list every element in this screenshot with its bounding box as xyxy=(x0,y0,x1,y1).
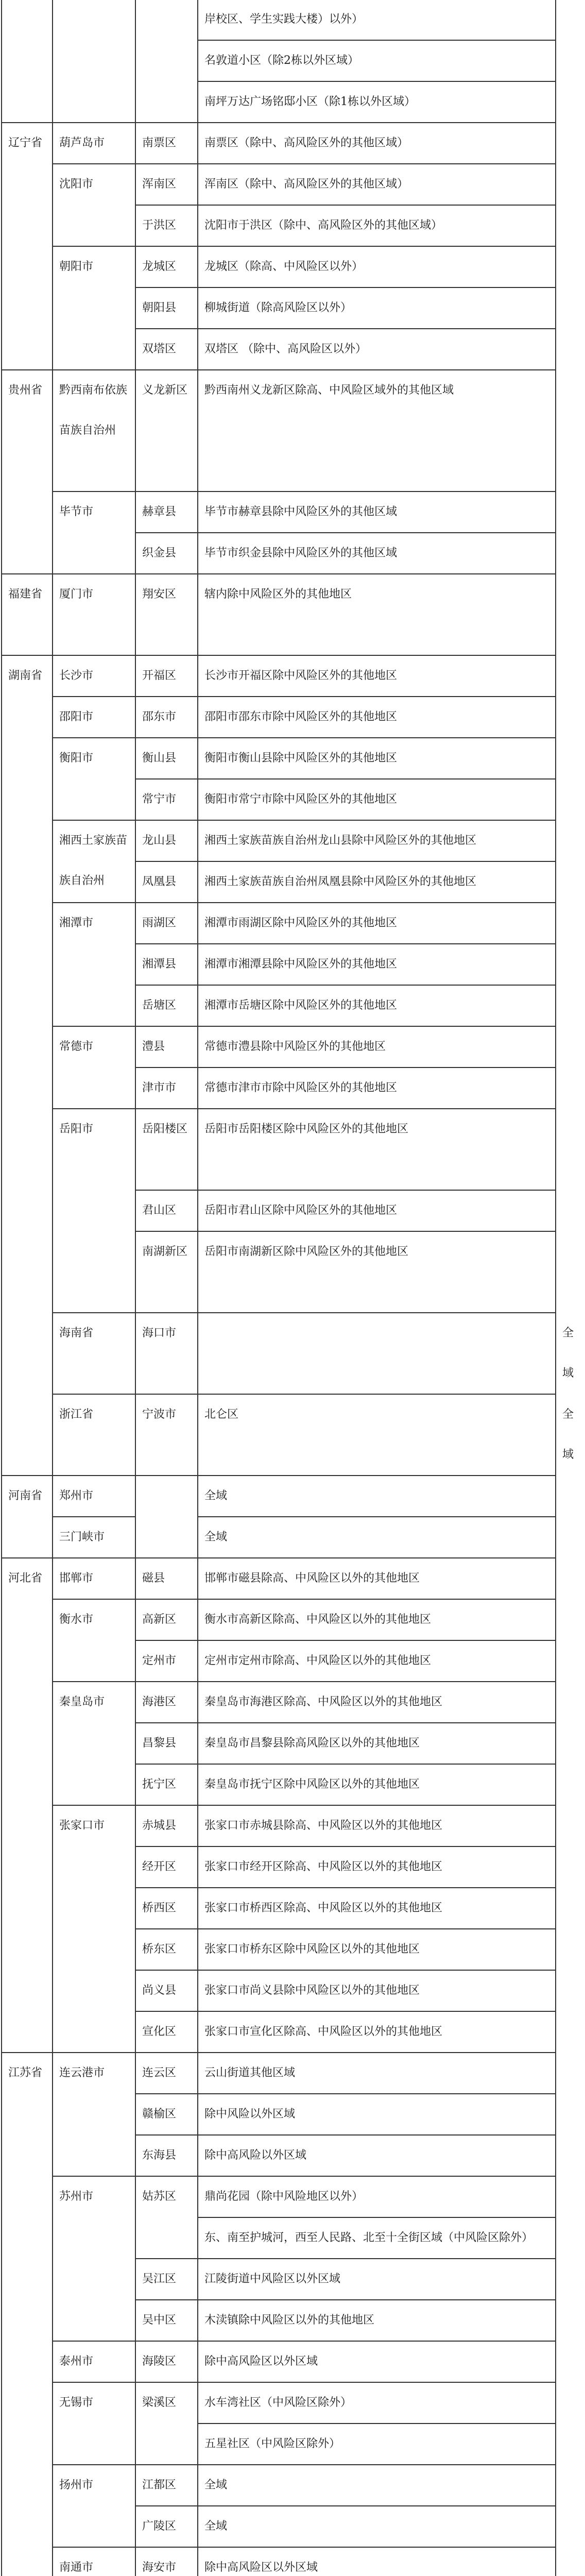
table-row xyxy=(2,370,556,492)
city-cell: 苏州市 xyxy=(53,2176,135,2341)
area-cell: 衡阳市常宁市除中风险区外的其他地区 xyxy=(198,779,556,820)
table-row xyxy=(2,1026,556,1067)
district-cell: 织金县 xyxy=(135,533,198,574)
table-row xyxy=(2,2465,556,2506)
province-cell: 福建省 xyxy=(2,574,53,655)
district-cell: 海港区 xyxy=(135,1682,198,1723)
city-cell: 海口市 xyxy=(135,1313,198,1394)
area-cell: 南票区（除中、高风险区外的其他区域） xyxy=(198,123,556,164)
table-row xyxy=(2,1517,556,1558)
district-cell: 湘潭县 xyxy=(135,944,198,985)
district-cell: 衡山县 xyxy=(135,738,198,779)
area-cell: 浑南区（除中、高风险区外的其他区域） xyxy=(198,164,556,205)
area-cell: 张家口市尚义县除中风险区以外的其他地区 xyxy=(198,1970,556,2011)
district-cell: 赣榆区 xyxy=(135,2094,198,2135)
area-cell: 南坪万达广场铭邸小区（除1栋以外区域） xyxy=(198,81,556,123)
city-cell: 邯郸市 xyxy=(53,1558,135,1599)
district-cell: 高新区 xyxy=(135,1599,198,1640)
district-cell: 经开区 xyxy=(135,1846,198,1888)
province-cell: 浙江省 xyxy=(53,1394,135,1476)
area-cell: 常德市津市市除中风险区外的其他地区 xyxy=(198,1067,556,1109)
area-cell: 湘潭市湘潭县除中风险区外的其他地区 xyxy=(198,944,556,985)
district-cell: 北仑区 xyxy=(198,1394,556,1476)
province-cell: 湖南省 xyxy=(2,655,53,1476)
city-cell: 南通市 xyxy=(53,2547,135,2576)
area-cell: 五星社区（中风险区除外） xyxy=(198,2424,556,2465)
city-cell: 郑州市 xyxy=(53,1476,135,1517)
city-cell: 扬州市 xyxy=(53,2465,135,2547)
district-cell: 浑南区 xyxy=(135,164,198,205)
district-cell: 赫章县 xyxy=(135,492,198,533)
city-cell: 黔西南布依族苗族自治州 xyxy=(53,370,135,492)
area-cell: 湘西土家族苗族自治州龙山县除中风险区外的其他地区 xyxy=(198,820,556,861)
area-cell: 辖内除中风险区外的其他地区 xyxy=(198,574,556,655)
province-cell: 贵州省 xyxy=(2,370,53,574)
district-cell: 津市市 xyxy=(135,1067,198,1109)
district-cell: 翔安区 xyxy=(135,574,198,655)
table-row xyxy=(2,1109,556,1190)
city-cell: 三门峡市 xyxy=(53,1517,135,1558)
city-cell: 葫芦岛市 xyxy=(53,123,135,164)
district-cell: 连云区 xyxy=(135,2053,198,2094)
province-cell: 海南省 xyxy=(53,1313,135,1394)
area-cell: 水车湾社区（中风险区除外） xyxy=(198,2382,556,2424)
table-row xyxy=(2,246,556,287)
area-cell: 岳阳市君山区除中风险区外的其他地区 xyxy=(198,1190,556,1231)
area-cell: 鼎尚花园（除中风险地区以外） xyxy=(198,2176,556,2217)
district-cell: 江都区 xyxy=(135,2465,198,2506)
city-cell: 湘西土家族苗族自治州 xyxy=(53,820,135,903)
area-cell: 湘潭市岳塘区除中风险区外的其他地区 xyxy=(198,985,556,1026)
district-cell: 岳阳楼区 xyxy=(135,1109,198,1190)
province-cell xyxy=(2,0,53,123)
district-cell xyxy=(198,1313,556,1394)
district-cell: 开福区 xyxy=(135,655,198,697)
district-cell: 南票区 xyxy=(135,123,198,164)
province-cell: 河北省 xyxy=(2,1558,53,2053)
city-cell: 宁波市 xyxy=(135,1394,198,1476)
city-cell: 连云港市 xyxy=(53,2053,135,2176)
city-cell: 长沙市 xyxy=(53,655,135,697)
table-row xyxy=(2,164,556,205)
district-cell: 常宁市 xyxy=(135,779,198,820)
area-cell: 湘西土家族苗族自治州凤凰县除中风险区外的其他地区 xyxy=(198,861,556,903)
district-cell: 抚宁区 xyxy=(135,1764,198,1805)
district-cell: 赤城县 xyxy=(135,1805,198,1846)
area-cell: 柳城街道（除高风险区以外） xyxy=(198,287,556,329)
table-row xyxy=(2,2341,556,2382)
area-cell: 除中风险以外区域 xyxy=(198,2094,556,2135)
city-cell: 厦门市 xyxy=(53,574,135,655)
district-cell: 桥东区 xyxy=(135,1929,198,1970)
table-row: 海南省 海口市 全域 xyxy=(2,1313,556,1394)
district-cell: 双塔区 xyxy=(135,329,198,370)
city-cell: 沈阳市 xyxy=(53,164,135,246)
table-row xyxy=(2,697,556,738)
area-cell: 东、南至护城河，西至人民路、北至十全街区域（中风险区除外） xyxy=(198,2217,556,2259)
area-cell: 衡水市高新区除高、中风险区以外的其他地区 xyxy=(198,1599,556,1640)
district-cell xyxy=(135,1476,198,1558)
table-row xyxy=(2,655,556,697)
district-cell: 龙山县 xyxy=(135,820,198,861)
table-row xyxy=(2,738,556,779)
province-cell: 河南省 xyxy=(2,1476,53,1558)
risk-area-table xyxy=(1,0,574,2576)
district-cell: 海陵区 xyxy=(135,2341,198,2382)
district-cell: 梁溪区 xyxy=(135,2382,198,2465)
district-cell: 宣化区 xyxy=(135,2011,198,2053)
table-row xyxy=(2,574,556,655)
district-cell: 龙城区 xyxy=(135,246,198,287)
table-row xyxy=(2,492,556,533)
district-cell: 岳塘区 xyxy=(135,985,198,1026)
area-cell: 除中高风险以外区域 xyxy=(198,2135,556,2176)
area-cell: 邵阳市邵东市除中风险区外的其他地区 xyxy=(198,697,556,738)
district-cell: 吴中区 xyxy=(135,2300,198,2341)
city-cell: 湘潭市 xyxy=(53,903,135,1026)
city-cell: 朝阳市 xyxy=(53,246,135,370)
district-cell: 义龙新区 xyxy=(135,370,198,492)
district-cell: 凤凰县 xyxy=(135,861,198,903)
area-cell: 张家口市宣化区除高、中风险区以外的其他地区 xyxy=(198,2011,556,2053)
area-cell: 秦皇岛市海港区除高、中风险区以外的其他地区 xyxy=(198,1682,556,1723)
area-cell: 全域 xyxy=(198,1517,556,1558)
city-cell: 张家口市 xyxy=(53,1805,135,2053)
city-cell: 常德市 xyxy=(53,1026,135,1109)
city-cell: 无锡市 xyxy=(53,2382,135,2465)
area-cell: 常德市澧县除中风险区外的其他地区 xyxy=(198,1026,556,1067)
area-cell: 衡阳市衡山县除中风险区外的其他地区 xyxy=(198,738,556,779)
district-cell: 吴江区 xyxy=(135,2259,198,2300)
area-cell: 秦皇岛市抚宁区除中风险区以外的其他地区 xyxy=(198,1764,556,1805)
table-row xyxy=(2,123,556,164)
area-cell: 毕节市赫章县除中风险区外的其他区域 xyxy=(198,492,556,533)
table-row xyxy=(2,2547,556,2576)
city-cell: 衡阳市 xyxy=(53,738,135,820)
district-cell: 邵东市 xyxy=(135,697,198,738)
table-row xyxy=(2,1558,556,1599)
area-cell: 全域 xyxy=(198,2506,556,2547)
city-cell: 秦皇岛市 xyxy=(53,1682,135,1805)
district-cell: 南湖新区 xyxy=(135,1231,198,1313)
district-cell: 海安市 xyxy=(135,2547,198,2576)
area-cell: 云山街道其他区域 xyxy=(198,2053,556,2094)
area-cell: 定州市定州市除高、中风险区以外的其他地区 xyxy=(198,1640,556,1682)
city-cell: 泰州市 xyxy=(53,2341,135,2382)
area-cell: 双塔区 （除中、高风险区以外） xyxy=(198,329,556,370)
district-cell: 雨湖区 xyxy=(135,903,198,944)
area-cell: 龙城区（除高、中风险区以外） xyxy=(198,246,556,287)
province-cell: 辽宁省 xyxy=(2,123,53,370)
table-row xyxy=(2,2053,556,2094)
table-row xyxy=(2,1682,556,1723)
area-cell: 黔西南州义龙新区除高、中风险区域外的其他区域 xyxy=(198,370,556,492)
area-cell: 湘潭市雨湖区除中风险区外的其他地区 xyxy=(198,903,556,944)
district-cell: 朝阳县 xyxy=(135,287,198,329)
area-cell: 张家口市桥西区除高、中风险区以外的其他地区 xyxy=(198,1888,556,1929)
city-cell: 毕节市 xyxy=(53,492,135,574)
area-cell: 全域 xyxy=(198,1476,556,1517)
area-cell: 除中高风险区以外区域 xyxy=(198,2341,556,2382)
district-cell: 磁县 xyxy=(135,1558,198,1599)
risk-area-table-body xyxy=(2,0,574,2576)
area-cell: 沈阳市于洪区（除中、高风险区外的其他区域） xyxy=(198,205,556,246)
district-cell: 桥西区 xyxy=(135,1888,198,1929)
city-cell: 岳阳市 xyxy=(53,1109,135,1313)
district-cell: 尚义县 xyxy=(135,1970,198,2011)
district-cell: 东海县 xyxy=(135,2135,198,2176)
area-cell: 张家口市赤城县除高、中风险区以外的其他地区 xyxy=(198,1805,556,1846)
city-cell: 邵阳市 xyxy=(53,697,135,738)
province-cell: 江苏省 xyxy=(2,2053,53,2576)
area-cell: 毕节市织金县除中风险区外的其他区域 xyxy=(198,533,556,574)
table-row xyxy=(2,1599,556,1640)
table-row xyxy=(2,0,556,40)
area-cell: 木渎镇除中风险区以外的其他地区 xyxy=(198,2300,556,2341)
table-row: 浙江省 宁波市 北仑区 全域 xyxy=(2,1394,556,1476)
area-cell: 江陵街道中风险区以外区域 xyxy=(198,2259,556,2300)
area-cell: 全域 xyxy=(198,2465,556,2506)
table-row xyxy=(2,903,556,944)
district-cell: 澧县 xyxy=(135,1026,198,1067)
table-row xyxy=(2,1476,556,1517)
district-cell: 昌黎县 xyxy=(135,1723,198,1764)
table-row xyxy=(2,1805,556,1846)
city-cell: 衡水市 xyxy=(53,1599,135,1682)
city-cell xyxy=(53,0,135,123)
area-cell: 秦皇岛市昌黎县除高风险区以外的其他地区 xyxy=(198,1723,556,1764)
area-cell: 张家口市桥东区除中风险区以外的其他地区 xyxy=(198,1929,556,1970)
district-cell: 君山区 xyxy=(135,1190,198,1231)
table-row xyxy=(2,2176,556,2217)
area-cell: 岸校区、学生实践大楼）以外） xyxy=(198,0,556,40)
area-cell: 岳阳市南湖新区除中风险区外的其他地区 xyxy=(198,1231,556,1313)
district-cell: 广陵区 xyxy=(135,2506,198,2547)
area-cell: 邯郸市磁县除高、中风险区以外的其他地区 xyxy=(198,1558,556,1599)
table-row xyxy=(2,820,556,861)
area-cell: 长沙市开福区除中风险区外的其他地区 xyxy=(198,655,556,697)
district-cell: 定州市 xyxy=(135,1640,198,1682)
area-cell: 名敦道小区（除2栋以外区域） xyxy=(198,40,556,81)
area-cell: 张家口市经开区除高、中风险区以外的其他地区 xyxy=(198,1846,556,1888)
table-row xyxy=(2,2382,556,2424)
district-cell xyxy=(135,0,198,123)
district-cell: 姑苏区 xyxy=(135,2176,198,2259)
area-cell: 岳阳市岳阳楼区除中风险区外的其他地区 xyxy=(198,1109,556,1190)
district-cell: 于洪区 xyxy=(135,205,198,246)
area-cell: 除中高风险区以外区域 xyxy=(198,2547,556,2576)
